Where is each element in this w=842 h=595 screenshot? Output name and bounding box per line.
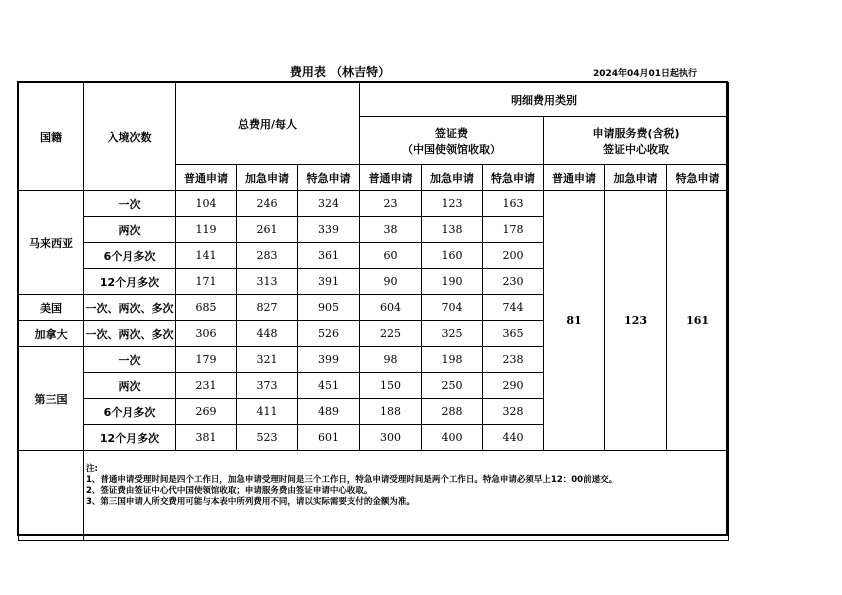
total-urgent-cell: 361 <box>298 243 360 269</box>
visa-urgent-cell: 290 <box>483 373 544 399</box>
header-service-urgent: 特急申请 <box>667 165 729 191</box>
header-detail-category: 明细费用类别 <box>360 83 729 117</box>
effective-date: 2024年04月01日起执行 <box>592 69 698 79</box>
header-service-fee <box>544 117 729 165</box>
total-express-cell: 373 <box>237 373 298 399</box>
visa-urgent-cell: 178 <box>483 217 544 243</box>
visa-urgent-cell: 365 <box>483 321 544 347</box>
header-visa-normal: 普通申请 <box>360 165 422 191</box>
group-malaysia: 马来西亚 <box>19 191 84 295</box>
total-normal-cell: 306 <box>176 321 237 347</box>
header-visa-urgent: 特急申请 <box>483 165 544 191</box>
visa-normal-cell: 90 <box>360 269 422 295</box>
group-usa: 美国 <box>19 295 84 321</box>
total-normal-cell: 381 <box>176 425 237 451</box>
visa-normal-cell: 60 <box>360 243 422 269</box>
notes-label: 注: <box>86 464 98 474</box>
visa-urgent-cell: 328 <box>483 399 544 425</box>
note-line-1: 1、普通申请受理时间是四个工作日，加急申请受理时间是三个工作日，特急申请受理时间是两个工作日。特急申请必须早上12：00前递交。 <box>86 475 618 485</box>
header-total-normal: 普通申请 <box>176 165 237 191</box>
total-express-cell: 313 <box>237 269 298 295</box>
total-urgent-cell: 601 <box>298 425 360 451</box>
total-express-cell: 448 <box>237 321 298 347</box>
note-line-2: 2、签证费由签证中心代中国使领馆收取；申请服务费由签证申请中心收取。 <box>86 486 373 496</box>
total-urgent-cell: 489 <box>298 399 360 425</box>
entry-cell: 一次、两次、多次 <box>84 321 176 347</box>
table-row <box>19 191 729 217</box>
visa-normal-cell: 150 <box>360 373 422 399</box>
page-title: 费用表 （林吉特） <box>289 65 391 79</box>
visa-urgent-cell: 163 <box>483 191 544 217</box>
total-urgent-cell: 324 <box>298 191 360 217</box>
visa-express-cell: 160 <box>422 243 483 269</box>
service-urgent-cell: 161 <box>667 191 729 451</box>
entry-cell: 6个月多次 <box>84 243 176 269</box>
visa-normal-cell: 604 <box>360 295 422 321</box>
total-normal-cell: 685 <box>176 295 237 321</box>
total-normal-cell: 141 <box>176 243 237 269</box>
visa-express-cell: 250 <box>422 373 483 399</box>
header-entries: 入境次数 <box>84 83 176 191</box>
header-total-express: 加急申请 <box>237 165 298 191</box>
entry-cell: 12个月多次 <box>84 425 176 451</box>
entry-cell: 一次、两次、多次 <box>84 295 176 321</box>
notes-cell <box>84 451 729 541</box>
header-service-express: 加急申请 <box>605 165 667 191</box>
entry-cell: 6个月多次 <box>84 399 176 425</box>
visa-express-cell: 325 <box>422 321 483 347</box>
service-fee-label: 申请服务费(含税) <box>592 126 680 140</box>
visa-normal-cell: 38 <box>360 217 422 243</box>
visa-express-cell: 138 <box>422 217 483 243</box>
entry-cell: 一次 <box>84 347 176 373</box>
visa-urgent-cell: 200 <box>483 243 544 269</box>
visa-normal-cell: 225 <box>360 321 422 347</box>
total-urgent-cell: 905 <box>298 295 360 321</box>
visa-normal-cell: 98 <box>360 347 422 373</box>
notes-blank-cell <box>19 451 84 541</box>
notes-row <box>19 451 729 541</box>
total-express-cell: 261 <box>237 217 298 243</box>
total-normal-cell: 179 <box>176 347 237 373</box>
total-normal-cell: 231 <box>176 373 237 399</box>
visa-normal-cell: 188 <box>360 399 422 425</box>
total-urgent-cell: 526 <box>298 321 360 347</box>
header-total-urgent: 特急申请 <box>298 165 360 191</box>
total-fee-label: 总费用/每人 <box>238 117 298 131</box>
entry-cell: 两次 <box>84 217 176 243</box>
total-normal-cell: 104 <box>176 191 237 217</box>
total-normal-cell: 269 <box>176 399 237 425</box>
total-urgent-cell: 399 <box>298 347 360 373</box>
total-express-cell: 411 <box>237 399 298 425</box>
total-express-cell: 246 <box>237 191 298 217</box>
header-nationality: 国籍 <box>19 83 84 191</box>
total-urgent-cell: 339 <box>298 217 360 243</box>
total-normal-cell: 171 <box>176 269 237 295</box>
visa-express-cell: 288 <box>422 399 483 425</box>
visa-urgent-cell: 238 <box>483 347 544 373</box>
group-canada: 加拿大 <box>19 321 84 347</box>
entry-cell: 两次 <box>84 373 176 399</box>
fee-table <box>18 82 729 541</box>
header-total-fee <box>176 83 360 165</box>
service-normal-cell: 81 <box>544 191 605 451</box>
visa-fee-sublabel: （中国使领馆收取） <box>402 142 502 156</box>
total-express-cell: 827 <box>237 295 298 321</box>
header-service-normal: 普通申请 <box>544 165 605 191</box>
group-third-country: 第三国 <box>19 347 84 451</box>
visa-express-cell: 198 <box>422 347 483 373</box>
visa-express-cell: 400 <box>422 425 483 451</box>
visa-urgent-cell: 230 <box>483 269 544 295</box>
visa-urgent-cell: 440 <box>483 425 544 451</box>
header-visa-express: 加急申请 <box>422 165 483 191</box>
total-urgent-cell: 391 <box>298 269 360 295</box>
total-urgent-cell: 451 <box>298 373 360 399</box>
service-fee-sublabel: 签证中心收取 <box>603 142 670 156</box>
visa-urgent-cell: 744 <box>483 295 544 321</box>
visa-fee-label: 签证费 <box>435 126 469 140</box>
visa-normal-cell: 300 <box>360 425 422 451</box>
visa-normal-cell: 23 <box>360 191 422 217</box>
entry-cell: 12个月多次 <box>84 269 176 295</box>
service-express-cell: 123 <box>605 191 667 451</box>
header-visa-fee <box>360 117 544 165</box>
total-express-cell: 321 <box>237 347 298 373</box>
total-express-cell: 283 <box>237 243 298 269</box>
total-normal-cell: 119 <box>176 217 237 243</box>
visa-express-cell: 190 <box>422 269 483 295</box>
visa-express-cell: 123 <box>422 191 483 217</box>
visa-express-cell: 704 <box>422 295 483 321</box>
note-line-3: 3、第三国申请人所交费用可能与本表中所列费用不同，请以实际需要支付的金额为准。 <box>86 497 415 507</box>
total-express-cell: 523 <box>237 425 298 451</box>
entry-cell: 一次 <box>84 191 176 217</box>
